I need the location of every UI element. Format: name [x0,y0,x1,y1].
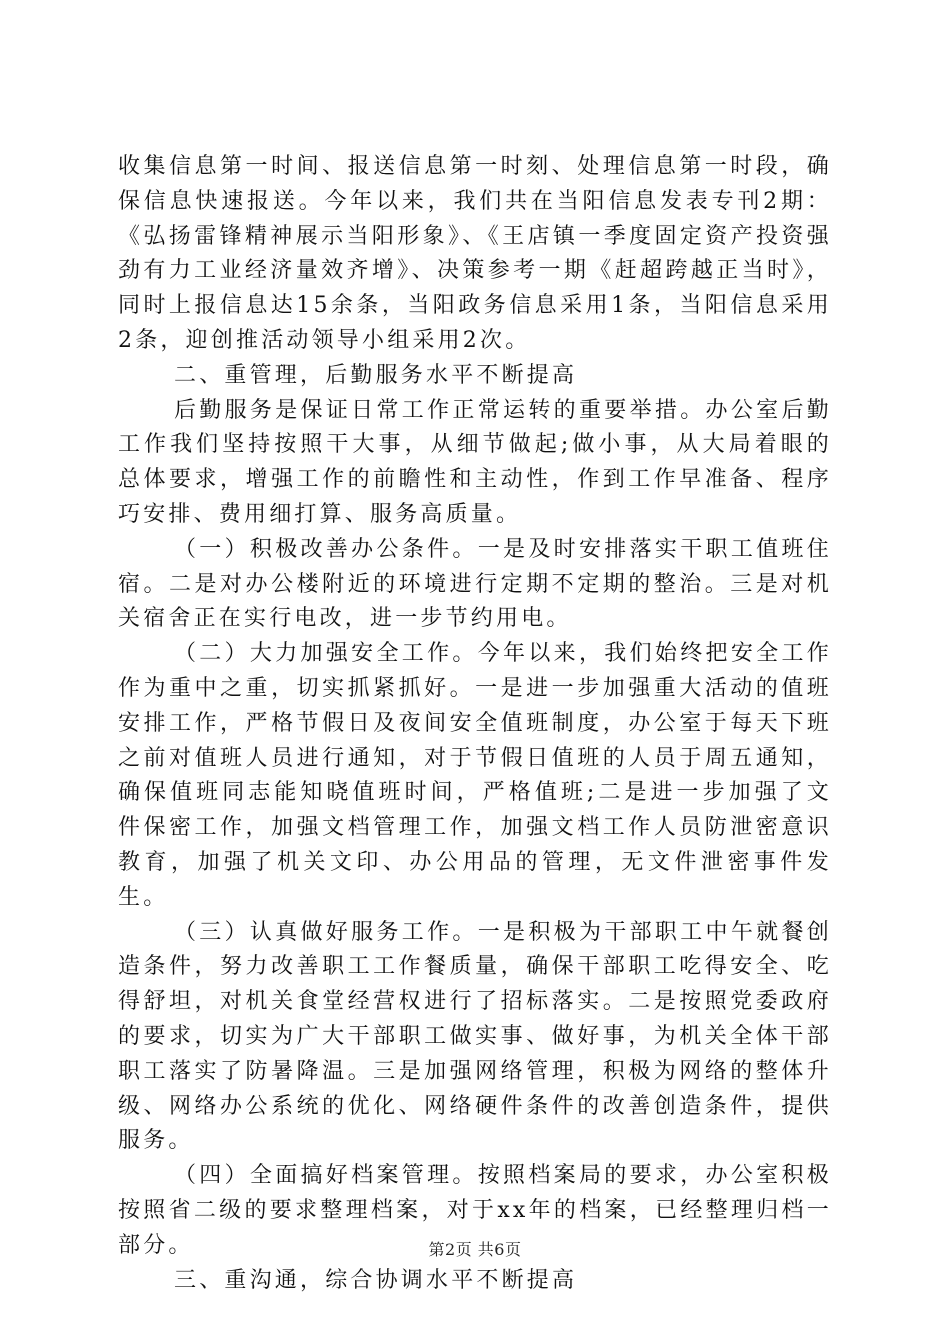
paragraph-3: 后勤服务是保证日常工作正常运转的重要举措。办公室后勤工作我们坚持按照干大事，从细节做起;做小事，从大局着眼的总体要求，增强工作的前瞻性和主动性，作到工作早准备、程序巧安排、费用细打算、服务高质量。 [118,397,832,527]
paragraph-7: （四）全面搞好档案管理。按照档案局的要求，办公室积极按照省二级的要求整理档案，对于xx年的档案，已经整理归档一部分。 [118,1163,832,1258]
document-body [118,150,832,1298]
paragraph-4: （一）积极改善办公条件。一是及时安排落实干职工值班住宿。二是对办公楼附近的环境进行定期不定期的整治。三是对机关宿舍正在实行电改，进一步节约用电。 [118,536,832,632]
section-heading-2: 二、重管理，后勤服务水平不断提高 [174,362,578,388]
section-heading-3: 三、重沟通，综合协调水平不断提高 [174,1267,578,1293]
paragraph-6: （三）认真做好服务工作。一是积极为干部职工中午就餐创造条件，努力改善职工工作餐质量，确保干部职工吃得安全、吃得舒坦，对机关食堂经营权进行了招标落实。二是按照党委政府的要求，切实为广大干部职工做实事、做好事，为机关全体干部职工落实了防暑降温。三是加强网络管理，积极为网络的整体升级、网络办公系统的优化、网络硬件条件的改善创造条件，提供服务。 [118,919,832,1154]
page-footer: 第2页 共6页 [428,1240,522,1259]
paragraph-5: （二）大力加强安全工作。今年以来，我们始终把安全工作作为重中之重，切实抓紧抓好。一是进一步加强重大活动的值班安排工作，严格节假日及夜间安全值班制度，办公室于每天下班之前对值班人员进行通知，对于节假日值班的人员于周五通知，确保值班同志能知晓值班时间，严格值班;二是进一步加强了文件保密工作，加强文档管理工作，加强文档工作人员防泄密意识教育，加强了机关文印、办公用品的管理，无文件泄密事件发生。 [118,641,832,910]
paragraph-1: 收集信息第一时间、报送信息第一时刻、处理信息第一时段，确保信息快速报送。今年以来，我们共在当阳信息发表专刊2期：《弘扬雷锋精神展示当阳形象》、《王店镇一季度固定资产投资强劲有力工业经济量效齐增》、决策参考一期《赶超跨越正当时》，同时上报信息达15余条，当阳政务信息采用1条，当阳信息采用2条，迎创推活动领导小组采用2次。 [118,154,832,353]
